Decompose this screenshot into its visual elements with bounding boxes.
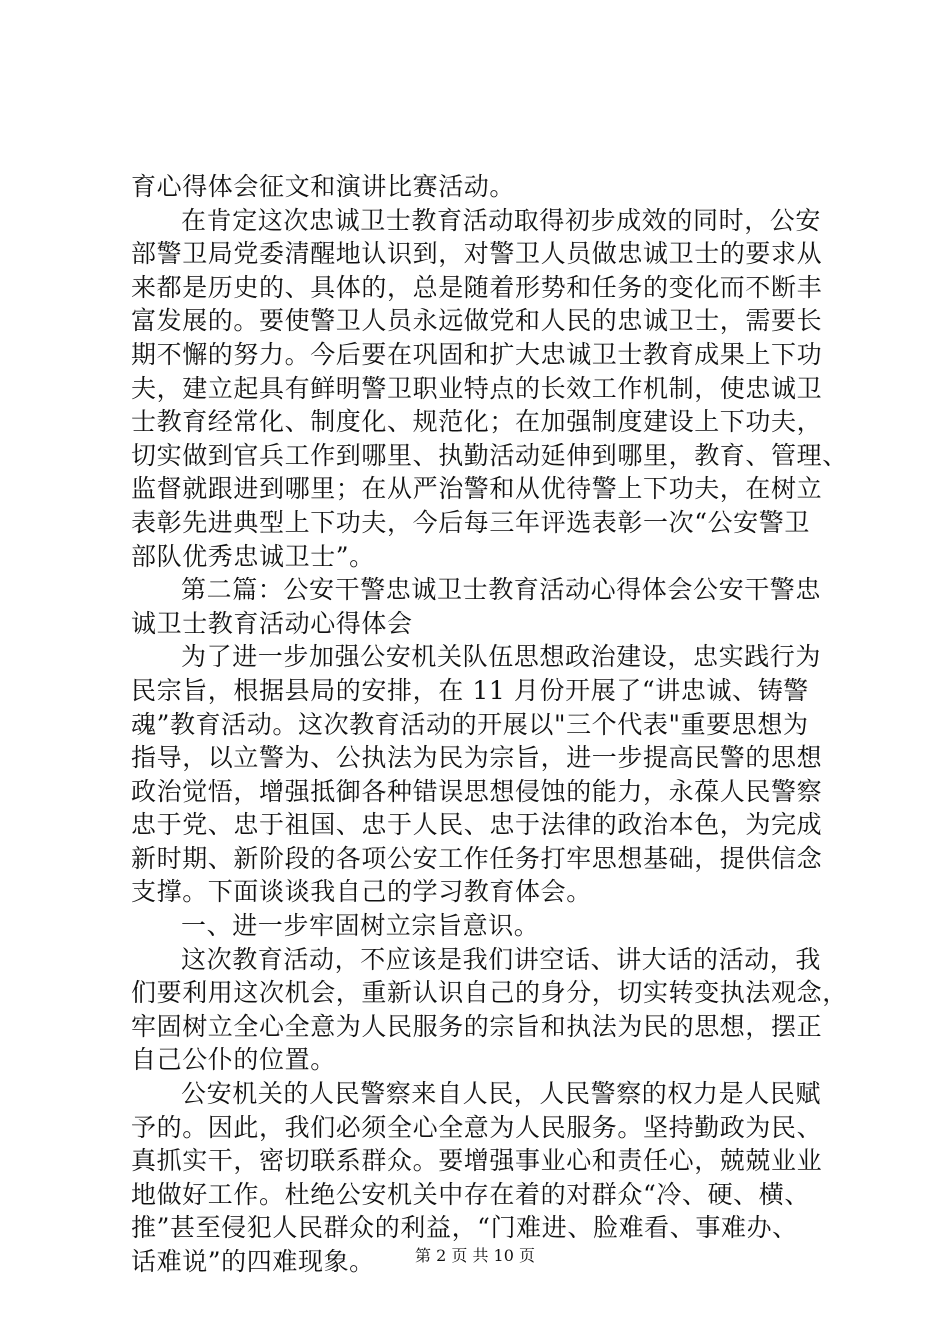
text-line: 牢固树立全心全意为人民服务的宗旨和执法为民的思想，摆正 — [131, 1011, 823, 1041]
text-line: 真抓实干，密切联系群众。要增强事业心和责任心，兢兢业业 — [131, 1146, 823, 1176]
text-line: 期不懈的努力。今后要在巩固和扩大忠诚卫士教育成果上下功 — [131, 339, 823, 369]
page-number-footer: 第 2 页 共 10 页 — [415, 1246, 535, 1265]
body-text — [131, 170, 848, 1279]
text-line: 指导，以立警为、公执法为民为宗旨，进一步提高民警的思想 — [131, 743, 823, 773]
text-line: 切实做到官兵工作到哪里、执勤活动延伸到哪里，教育、管理、 — [131, 440, 848, 470]
paragraph-start-line: 这次教育活动，不应该是我们讲空话、讲大话的活动，我 — [181, 944, 822, 974]
text-line: 自己公仆的位置。 — [131, 1045, 336, 1075]
text-line: 民宗旨，根据县局的安排，在 11 月份开展了“讲忠诚、铸警 — [131, 675, 809, 705]
text-line: 地做好工作。杜绝公安机关中存在着的对群众“冷、硬、横、 — [131, 1179, 810, 1209]
text-line: 监督就跟进到哪里；在从严治警和从优待警上下功夫，在树立 — [131, 474, 823, 504]
text-line: 士教育经常化、制度化、规范化；在加强制度建设上下功夫， — [131, 407, 823, 437]
text-line: 富发展的。要使警卫人员永远做党和人民的忠诚卫士，需要长 — [131, 306, 823, 336]
text-line: 新时期、新阶段的各项公安工作任务打牢思想基础，提供信念 — [131, 843, 823, 873]
section-heading-line: 诚卫士教育活动心得体会 — [131, 608, 413, 638]
text-line: 们要利用这次机会，重新认识自己的身分，切实转变执法观念， — [131, 978, 848, 1008]
text-line: 推”甚至侵犯人民群众的利益，“门难进、脸难看、事难办、 — [131, 1213, 798, 1243]
paragraph-start-line: 为了进一步加强公安机关队伍思想政治建设，忠实践行为 — [181, 642, 822, 672]
text-line: 予的。因此，我们必须全心全意为人民服务。坚持勤政为民、 — [131, 1112, 823, 1142]
text-line: 来都是历史的、具体的，总是随着形势和任务的变化而不断丰 — [131, 272, 823, 302]
text-line: 表彰先进典型上下功夫，今后每三年评选表彰一次“公安警卫 — [131, 507, 810, 537]
text-line: 育心得体会征文和演讲比赛活动。 — [131, 172, 516, 201]
text-line: 部警卫局党委清醒地认识到，对警卫人员做忠诚卫士的要求从 — [131, 239, 823, 269]
text-line: 话难说”的四难现象。 — [131, 1247, 375, 1276]
paragraph-start-line: 在肯定这次忠诚卫士教育活动取得初步成效的同时，公安 — [181, 205, 822, 235]
section-heading-line: 第二篇：公安干警忠诚卫士教育活动心得体会公安干警忠 — [181, 575, 822, 605]
text-line: 政治觉悟，增强抵御各种错误思想侵蚀的能力，永葆人民警察 — [131, 776, 823, 806]
text-line: 魂”教育活动。这次教育活动的开展以"三个代表"重要思想为 — [131, 709, 809, 739]
subheading-line: 一、进一步牢固树立宗旨意识。 — [181, 911, 540, 941]
text-line: 忠于党、忠于祖国、忠于人民、忠于法律的政治本色，为完成 — [131, 810, 823, 840]
text-line: 部队优秀忠诚卫士”。 — [131, 541, 375, 571]
text-line: 夫，建立起具有鲜明警卫职业特点的长效工作机制，使忠诚卫 — [131, 373, 823, 403]
text-line: 支撑。下面谈谈我自己的学习教育体会。 — [131, 877, 592, 907]
paragraph-start-line: 公安机关的人民警察来自人民，人民警察的权力是人民赋 — [181, 1079, 822, 1109]
